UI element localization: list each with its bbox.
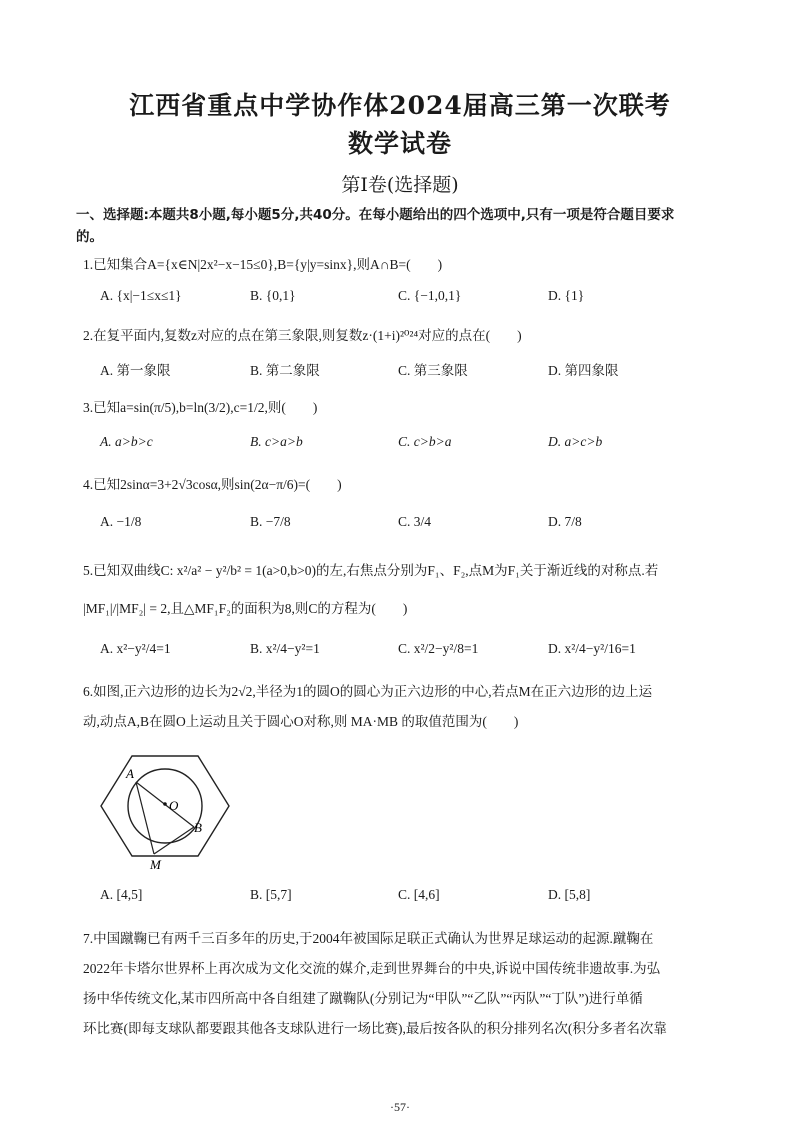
q3-option-c: C. c>b>a xyxy=(398,434,452,449)
question-1-stem: 1.已知集合A={x∈N|2x²−x−15≤0},B={y|y=sinx},则A∩B=( ) xyxy=(83,257,443,272)
question-6-options xyxy=(100,887,740,909)
q1-option-a: A. {x|−1≤x≤1} xyxy=(100,288,182,303)
question-7-line-4: 环比赛(即每支球队都要跟其他各支球队进行一场比赛),最后按各队的积分排列名次(积分多者名次靠 xyxy=(83,1021,667,1036)
center-point xyxy=(163,802,167,806)
label-m: M xyxy=(150,857,161,872)
q3-option-b: B. c>a>b xyxy=(250,434,303,449)
q1-option-c: C. {−1,0,1} xyxy=(398,288,462,303)
q6-option-b: B. [5,7] xyxy=(250,887,292,902)
page-number: ·57· xyxy=(390,1100,410,1114)
q5-option-d: D. x²/4−y²/16=1 xyxy=(548,641,636,656)
label-a: A xyxy=(126,766,134,781)
question-7-line-2: 2022年卡塔尔世界杯上再次成为文化交流的媒介,走到世界舞台的中央,诉说中国传统非遗故事.为弘 xyxy=(83,961,661,976)
q1-option-d: D. {1} xyxy=(548,288,585,303)
question-2-options xyxy=(100,359,740,381)
circle-o-shape xyxy=(128,769,202,843)
section-heading: 第Ⅰ卷(选择题) xyxy=(341,174,459,196)
instructions-line-2: 的。 xyxy=(76,229,103,245)
exam-subtitle: 数学试卷 xyxy=(347,129,452,158)
instructions-line-1: 一、选择题:本题共8小题,每小题5分,共40分。在每小题给出的四个选项中,只有一项是符合题目要求 xyxy=(76,207,675,223)
question-3-options xyxy=(100,434,740,456)
q5-option-a: A. x²−y²/4=1 xyxy=(100,641,171,656)
segment-mb xyxy=(154,827,194,854)
q2-option-c: C. 第三象限 xyxy=(398,363,468,378)
question-5-options xyxy=(100,641,740,663)
question-3-stem: 3.已知a=sin(π/5),b=ln(3/2),c=1/2,则( ) xyxy=(83,400,318,415)
q4-option-a: A. −1/8 xyxy=(100,514,142,529)
question-2-stem: 2.在复平面内,复数z对应的点在第三象限,则复数z·(1+i)²⁰²⁴对应的点在( ) xyxy=(83,328,522,343)
question-5-stem-line-2: |MF₁|/|MF₂| = 2,且△MF₁F₂的面积为8,则C的方程为( ) xyxy=(83,601,408,616)
q6-option-a: A. [4,5] xyxy=(100,887,143,902)
q3-option-a: A. a>b>c xyxy=(100,434,153,449)
question-1-options xyxy=(100,288,740,310)
q5-option-b: B. x²/4−y²=1 xyxy=(250,641,320,656)
q4-option-b: B. −7/8 xyxy=(250,514,291,529)
hexagon-circle-figure xyxy=(96,748,246,872)
question-7-line-1: 7.中国蹴鞠已有两千三百多年的历史,于2004年被国际足联正式确认为世界足球运动的起源.蹴鞠在 xyxy=(83,931,654,946)
segment-ma xyxy=(136,782,154,854)
question-4-stem: 4.已知2sinα=3+2√3cosα,则sin(2α−π/6)=( ) xyxy=(83,477,342,492)
question-4-options xyxy=(100,514,740,536)
q2-option-b: B. 第二象限 xyxy=(250,363,320,378)
q4-option-c: C. 3/4 xyxy=(398,514,432,529)
question-5-stem-line-1: 5.已知双曲线C: x²/a² − y²/b² = 1(a>0,b>0)的左,右焦点分别为F₁、F₂,点M为F₁关于渐近线的对称点.若 xyxy=(83,563,659,578)
q1-option-b: B. {0,1} xyxy=(250,288,296,303)
q3-option-d: D. a>c>b xyxy=(548,434,603,449)
q6-option-c: C. [4,6] xyxy=(398,887,440,902)
question-6-stem-line-2: 动,动点A,B在圆O上运动且关于圆心O对称,则 MA·MB 的取值范围为( ) xyxy=(83,714,519,729)
q2-option-a: A. 第一象限 xyxy=(100,363,171,378)
label-o: O xyxy=(169,798,179,813)
q4-option-d: D. 7/8 xyxy=(548,514,582,529)
q2-option-d: D. 第四象限 xyxy=(548,363,619,378)
exam-title: 江西省重点中学协作体2024届高三第一次联考 xyxy=(129,91,671,120)
hexagon-shape xyxy=(101,756,229,856)
q5-option-c: C. x²/2−y²/8=1 xyxy=(398,641,479,656)
question-6-stem-line-1: 6.如图,正六边形的边长为2√2,半径为1的圆O的圆心为正六边形的中心,若点M在正六边形的边上运 xyxy=(83,684,653,699)
label-b: B xyxy=(194,820,202,835)
question-7-line-3: 扬中华传统文化,某市四所高中各自组建了蹴鞠队(分别记为“甲队”“乙队”“丙队”“丁队”)进行单循 xyxy=(83,991,643,1006)
q6-option-d: D. [5,8] xyxy=(548,887,591,902)
